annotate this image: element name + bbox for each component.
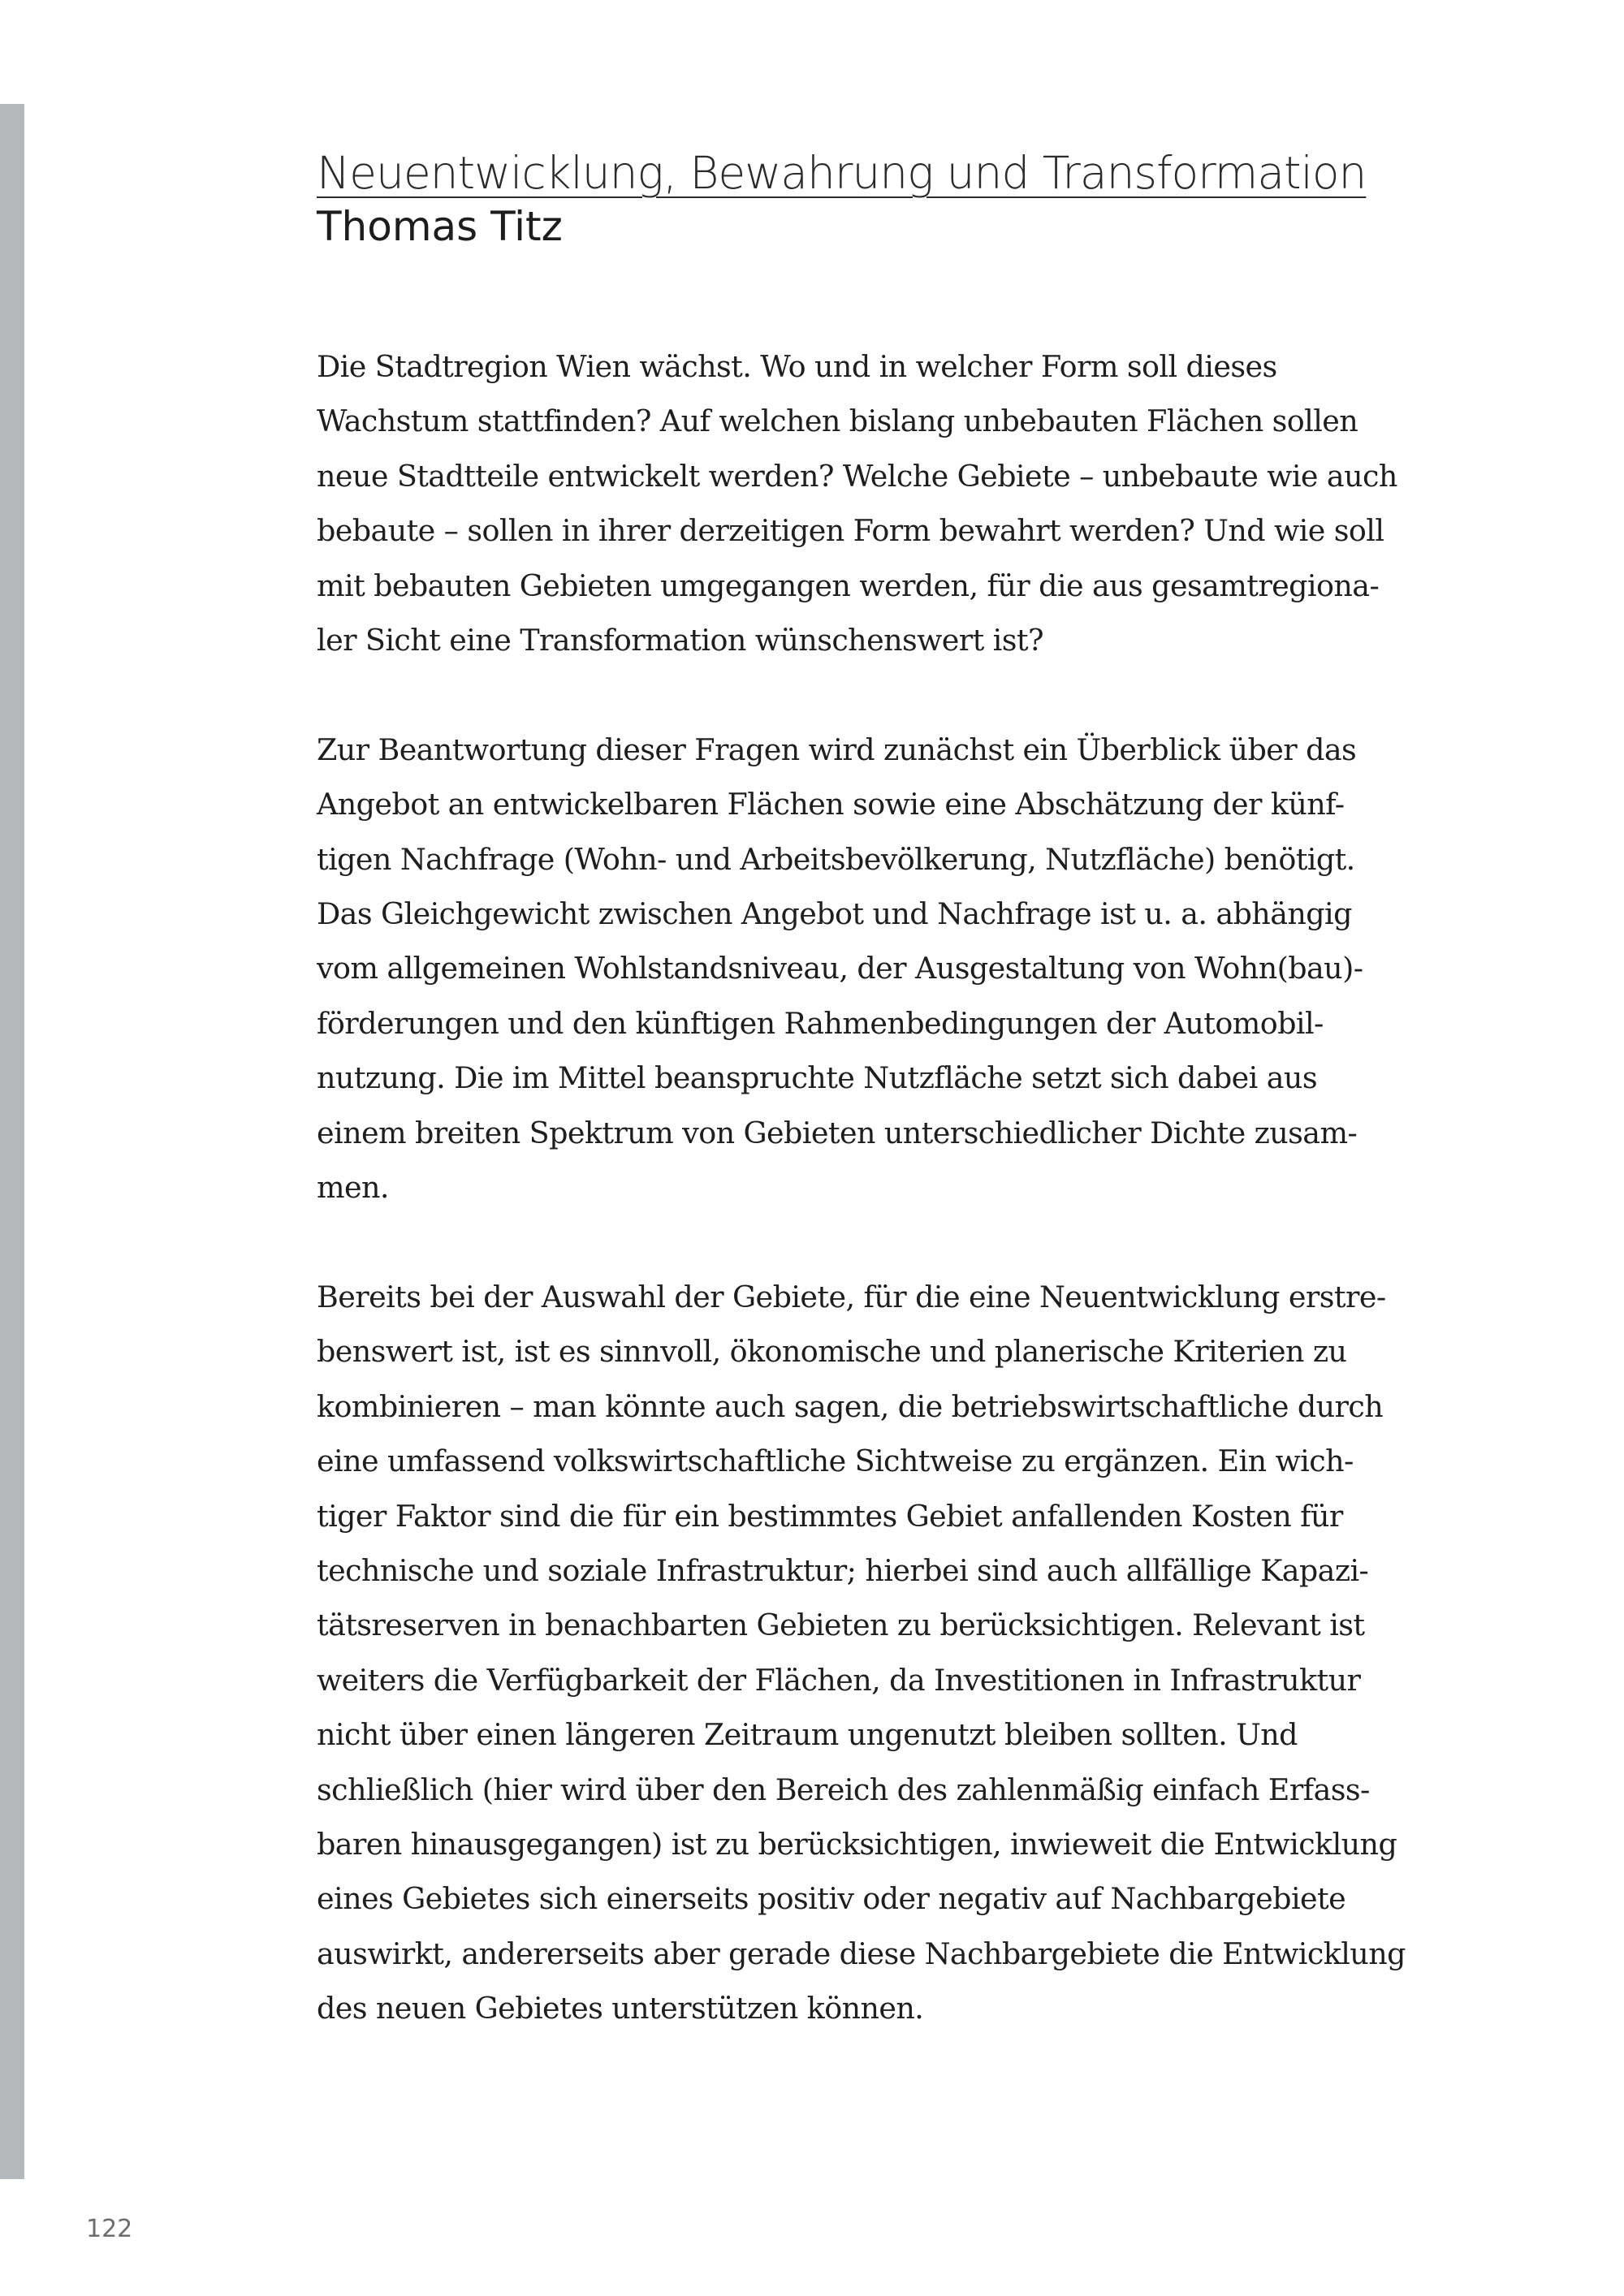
article-header (317, 147, 1367, 251)
page-number: 122 (86, 2215, 133, 2243)
text-line: tigen Nachfrage (Wohn- und Arbeitsbevölkerung, Nutzfläche) benötigt. (317, 841, 1355, 877)
text-line: nutzung. Die im Mittel beanspruchte Nutzfläche setzt sich dabei aus (317, 1060, 1317, 1096)
text-line: men. (317, 1170, 389, 1206)
text-line: kombinieren – man könnte auch sagen, die betriebswirtschaftliche durch (317, 1388, 1384, 1424)
text-line: auswirkt, andererseits aber gerade diese Nachbargebiete die Entwicklung (317, 1936, 1406, 1971)
text-line: neue Stadtteile entwickelt werden? Welche Gebiete – unbebaute wie auch (317, 458, 1397, 494)
article-title: Neuentwicklung, Bewahrung und Transformation (317, 147, 1367, 199)
text-line: baren hinausgegangen) ist zu berücksichtigen, inwieweit die Entwicklung (317, 1826, 1397, 1862)
text-line: eine umfassend volkswirtschaftliche Sichtweise zu ergänzen. Ein wich- (317, 1444, 1354, 1479)
text-line: benswert ist, ist es sinnvoll, ökonomische und planerische Kriterien zu (317, 1334, 1347, 1370)
paragraph-3 (317, 1270, 1406, 2036)
text-line: Das Gleichgewicht zwischen Angebot und Nachfrage ist u. a. abhängig (317, 896, 1352, 932)
text-line: ler Sicht eine Transformation wünschenswert ist? (317, 623, 1043, 658)
text-line: bebaute – sollen in ihrer derzeitigen Form bewahrt werden? Und wie soll (317, 513, 1384, 549)
text-line: vom allgemeinen Wohlstandsniveau, der Ausgestaltung von Wohn(bau)- (317, 951, 1363, 986)
text-line: Die Stadtregion Wien wächst. Wo und in welcher Form soll dieses (317, 349, 1277, 384)
text-line: tiger Faktor sind die für ein bestimmtes Gebiet anfallenden Kosten für (317, 1498, 1343, 1534)
text-line: weiters die Verfügbarkeit der Flächen, da Investitionen in Infrastruktur (317, 1662, 1361, 1698)
side-margin-bar (0, 104, 24, 2179)
text-line: eines Gebietes sich einerseits positiv oder negativ auf Nachbargebiete (317, 1881, 1346, 1917)
text-line: Angebot an entwickelbaren Flächen sowie eine Abschätzung der künf- (317, 787, 1345, 822)
text-line: Wachstum stattfinden? Auf welchen bislang unbebauten Flächen sollen (317, 404, 1358, 439)
text-line: Bereits bei der Auswahl der Gebiete, für die eine Neuentwicklung erstre- (317, 1279, 1386, 1314)
text-line: nicht über einen längeren Zeitraum ungenutzt bleiben sollten. Und (317, 1717, 1298, 1753)
text-line: schließlich (hier wird über den Bereich des zahlenmäßig einfach Erfass- (317, 1772, 1370, 1807)
text-line: mit bebauten Gebieten umgegangen werden, für die aus gesamtregiona- (317, 568, 1380, 603)
paragraph-2 (317, 723, 1363, 1215)
text-line: des neuen Gebietes unterstützen können. (317, 1991, 924, 2026)
article-body (317, 339, 1406, 2036)
text-line: technische und soziale Infrastruktur; hierbei sind auch allfällige Kapazi- (317, 1552, 1369, 1588)
text-line: einem breiten Spektrum von Gebieten unterschiedlicher Dichte zusam- (317, 1115, 1358, 1150)
paragraph-1 (317, 339, 1397, 667)
text-line: förderungen und den künftigen Rahmenbedingungen der Automobil- (317, 1005, 1324, 1041)
article-author: Thomas Titz (317, 203, 563, 251)
text-line: tätsreserven in benachbarten Gebieten zu berücksichtigen. Relevant ist (317, 1608, 1365, 1643)
text-line: Zur Beantwortung dieser Fragen wird zunächst ein Überblick über das (317, 732, 1357, 767)
